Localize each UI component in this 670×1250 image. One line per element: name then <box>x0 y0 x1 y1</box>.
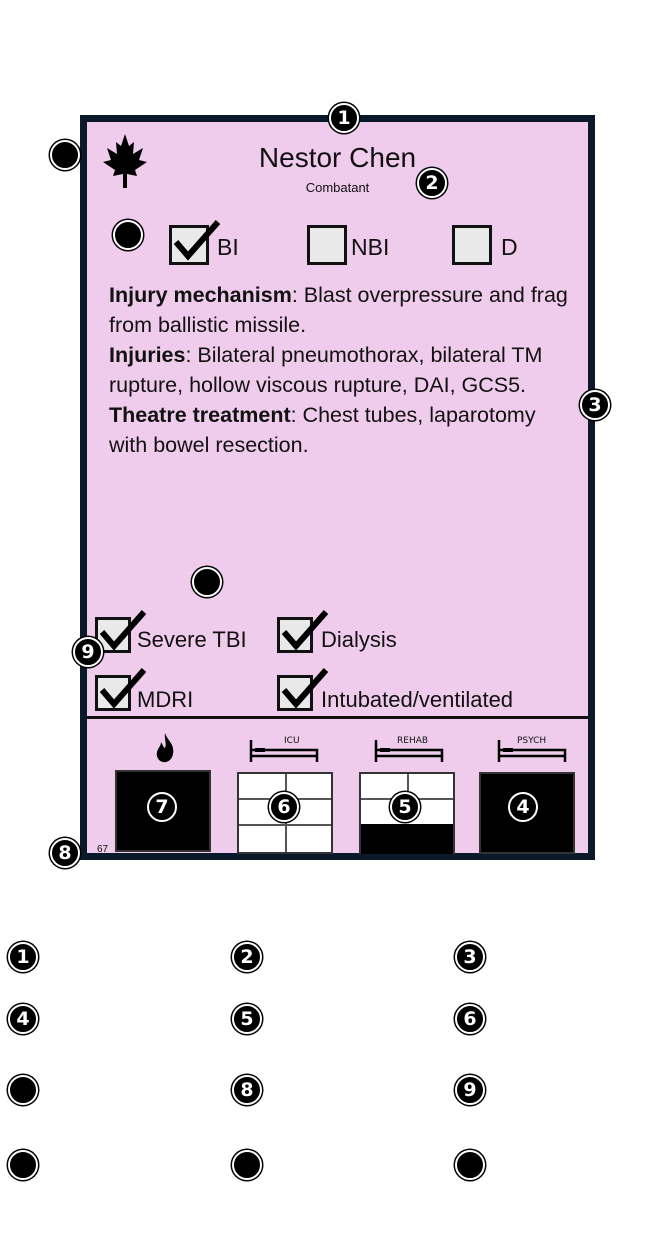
checkbox-bi-label: BI <box>217 234 239 260</box>
injuries-label: Injuries <box>109 343 186 367</box>
theatre-treatment-text: : Chest tubes, laparotomy with bowel resection. <box>109 403 536 457</box>
checkbox-nbi[interactable] <box>307 225 347 265</box>
legend-marker-blank-2 <box>8 1150 38 1180</box>
injury-mechanism-text: : Blast overpressure and frag from ballistic missile. <box>109 283 568 337</box>
condition-intubated-label: Intubated/ventilated <box>321 687 514 712</box>
patient-name: Nestor Chen <box>258 142 417 173</box>
checkmark-icon <box>172 216 222 266</box>
card-number: 67 <box>97 844 109 855</box>
marker-8: 8 <box>50 838 80 868</box>
checkbox-nbi-label: NBI <box>351 234 390 260</box>
legend-marker-3: 3 <box>455 942 485 972</box>
checkbox-d-label: D <box>501 234 518 260</box>
legend-marker-2: 2 <box>232 942 262 972</box>
marker-7: 7 <box>147 792 177 822</box>
legend-marker-1: 1 <box>8 942 38 972</box>
bed-label-icu: ICU <box>284 736 300 746</box>
checkbox-d[interactable] <box>452 225 492 265</box>
checkbox-intubated[interactable] <box>277 675 313 711</box>
condition-severe-tbi-label: Severe TBI <box>137 627 247 652</box>
legend-marker-9: 9 <box>455 1075 485 1105</box>
checkbox-dialysis[interactable] <box>277 617 313 653</box>
checkbox-mdri[interactable] <box>95 675 131 711</box>
flame-icon <box>153 732 177 764</box>
marker-3: 3 <box>580 390 610 420</box>
legend-marker-blank-3 <box>232 1150 262 1180</box>
marker-9: 9 <box>73 637 103 667</box>
marker-5: 5 <box>390 792 420 822</box>
marker-blank-conditions <box>192 567 222 597</box>
bed-label-rehab: REHAB <box>397 736 429 746</box>
checkbox-bi[interactable] <box>169 225 209 265</box>
marker-2: 2 <box>417 168 447 198</box>
divider <box>87 716 588 719</box>
condition-dialysis-label: Dialysis <box>321 627 397 652</box>
marker-blank-checkboxes <box>113 220 143 250</box>
marker-1: 1 <box>329 103 359 133</box>
injury-description <box>109 280 579 460</box>
legend-marker-6: 6 <box>455 1004 485 1034</box>
patient-card <box>80 115 595 860</box>
bed-label-psych: PSYCH <box>517 736 547 746</box>
legend-marker-8: 8 <box>232 1075 262 1105</box>
injuries-text: : Bilateral pneumothorax, bilateral TM rupture, hollow viscous rupture, DAI, GCS5. <box>109 343 543 397</box>
marker-6: 6 <box>269 792 299 822</box>
condition-mdri-label: MDRI <box>137 687 194 712</box>
injury-mechanism-label: Injury mechanism <box>109 283 292 307</box>
legend-marker-blank-1 <box>8 1075 38 1105</box>
legend-marker-blank-4 <box>455 1150 485 1180</box>
legend-marker-5: 5 <box>232 1004 262 1034</box>
marker-blank-flag <box>50 140 80 170</box>
marker-4: 4 <box>508 792 538 822</box>
theatre-treatment-label: Theatre treatment <box>109 403 291 427</box>
patient-role: Combatant <box>305 180 370 195</box>
legend-marker-4: 4 <box>8 1004 38 1034</box>
